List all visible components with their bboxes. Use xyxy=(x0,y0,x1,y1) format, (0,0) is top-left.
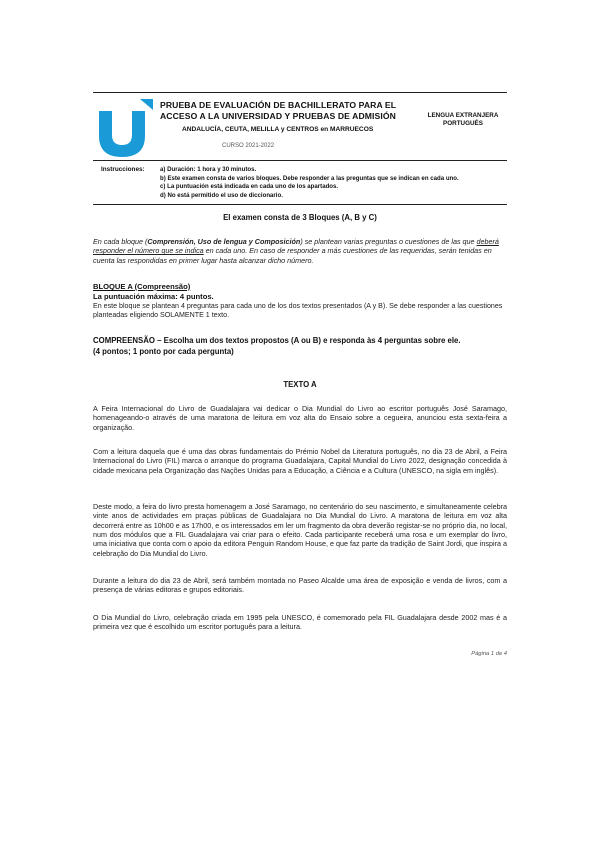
instructions-label: Instrucciones: xyxy=(101,166,145,173)
instruction-item: b) Este examen consta de varios bloques. Debe responder a las preguntas que se indican en cada uno. xyxy=(160,174,459,182)
exam-region: ANDALUCÍA, CEUTA, MELILLA y CENTROS en MARRUECOS xyxy=(182,126,374,133)
bloque-a-title: BLOQUE A (Compreensão) xyxy=(93,282,191,291)
intro-part-e: en cada uno. En caso de responder a más cuestiones de las requeridas, serán tenidas en cuenta las respondidas en primer lugar hasta alcanzar dicho número. xyxy=(93,246,492,265)
texto-a-paragraph: Com a leitura daquela que é uma das obras fundamentais do Prémio Nobel da Literatura português, no dia 23 de Abril, a Feira Internacional do Livro (FIL) marca o arranque do programa Guadalajara, Capital Mundial do Livro 2022, designação concedida à cidade mexicana pela Organização das Nações Unidas para a Educação, a Ciência e a Cultura (UNESCO, na sigla em inglês). xyxy=(93,447,507,475)
instruction-item: a) Duración: 1 hora y 30 minutos. xyxy=(160,166,257,173)
instruction-item: d) No está permitido el uso de diccionario. xyxy=(160,191,283,199)
comprehension-line-1: COMPREENSÃO – Escolha um dos textos propostos (A ou B) e responda às 4 perguntas sobre ele. xyxy=(93,336,461,345)
exam-course: CURSO 2021-2022 xyxy=(222,143,275,149)
header-top-rule xyxy=(93,92,507,93)
instruction-item: c) La puntuación está indicada en cada uno de los apartados. xyxy=(160,183,339,191)
bloque-a-score: La puntuación máxima: 4 puntos. xyxy=(93,292,214,301)
texto-a-paragraph: Durante a leitura do dia 23 de Abril, será também montada no Paseo Alcalde uma área de exposição e venda de livros, com a presença de várias editoras e grupos editoriais. xyxy=(93,576,507,595)
exam-subject xyxy=(418,112,508,128)
texto-a-paragraph: A Feira Internacional do Livro de Guadalajara vai dedicar o Dia Mundial do Livro ao escritor português José Saramago, homenageando-o através de uma maratona de leitura em voz alta do Ensaio sobre a cegueira, anunciou esta sexta-feira a organização. xyxy=(93,404,507,432)
exam-blocks-note: El examen consta de 3 Bloques (A, B y C) xyxy=(223,213,377,222)
exam-title-line-1: PRUEBA DE EVALUACIÓN DE BACHILLERATO PARA EL xyxy=(160,100,397,110)
subject-line-2: PORTUGUÉS xyxy=(443,120,483,127)
texto-a-title: TEXTO A xyxy=(283,380,317,389)
texto-a-paragraph: O Dia Mundial do Livro, celebração criada em 1995 pela UNESCO, é comemorado pela FIL Guadalajara desde 2002 mas é a primeira vez que é escolhido um escritor português para a leitura. xyxy=(93,613,507,632)
exam-intro xyxy=(93,237,507,265)
intro-part-c: ) se plantean varias preguntas o cuestiones de las que xyxy=(300,237,477,246)
bloque-a-text: En este bloque se plantean 4 preguntas para cada uno de los dos textos presentados (A y B). Se debe responder a las cuestiones planteadas eligiendo SOLAMENTE 1 texto. xyxy=(93,302,503,320)
university-logo-icon xyxy=(95,97,155,157)
comprehension-line-2: (4 pontos; 1 ponto por cada pergunta) xyxy=(93,346,234,356)
texto-a-paragraph: Deste modo, a feira do livro presta homenagem a José Saramago, no centenário do seu nascimento, e simultaneamente celebra vinte anos de actividades em praças públicas de Guadalajara no Dia Mundial do Livro. A maratona de leitura em voz alta decorrerá entre as 10h00 e as 17h00, e os interessados em ler um fragmento da obra deverão registar-se no próprio dia, no local, num dos módulos que a FIL Guadalajara vai criar para o efeito. Cada participante receberá uma rosa e um exemplar do livro, uma iniciativa que conta com o apoio da editora Penguin Random House, e que faz parte da tradição de Saint Jordi, que inspira a celebração do Dia Mundial do Livro. xyxy=(93,502,507,558)
bloque-a-section xyxy=(93,282,507,320)
exam-title-line-2: ACCESO A LA UNIVERSIDAD Y PRUEBAS DE ADMISIÓN xyxy=(160,111,396,121)
subject-line-1: LENGUA EXTRANJERA xyxy=(427,112,499,119)
instructions-rule xyxy=(93,204,507,205)
intro-part-d: deberá responder el número que se indica xyxy=(93,237,499,256)
intro-part-a: En cada bloque ( xyxy=(93,237,148,246)
intro-part-b: Comprensión, Uso de lengua y Composición xyxy=(147,237,301,246)
comprehension-heading xyxy=(93,336,507,357)
instructions-list xyxy=(160,166,500,200)
header-bottom-rule xyxy=(93,160,507,161)
exam-title xyxy=(160,100,410,122)
page-number: Página 1 de 4 xyxy=(471,651,507,657)
